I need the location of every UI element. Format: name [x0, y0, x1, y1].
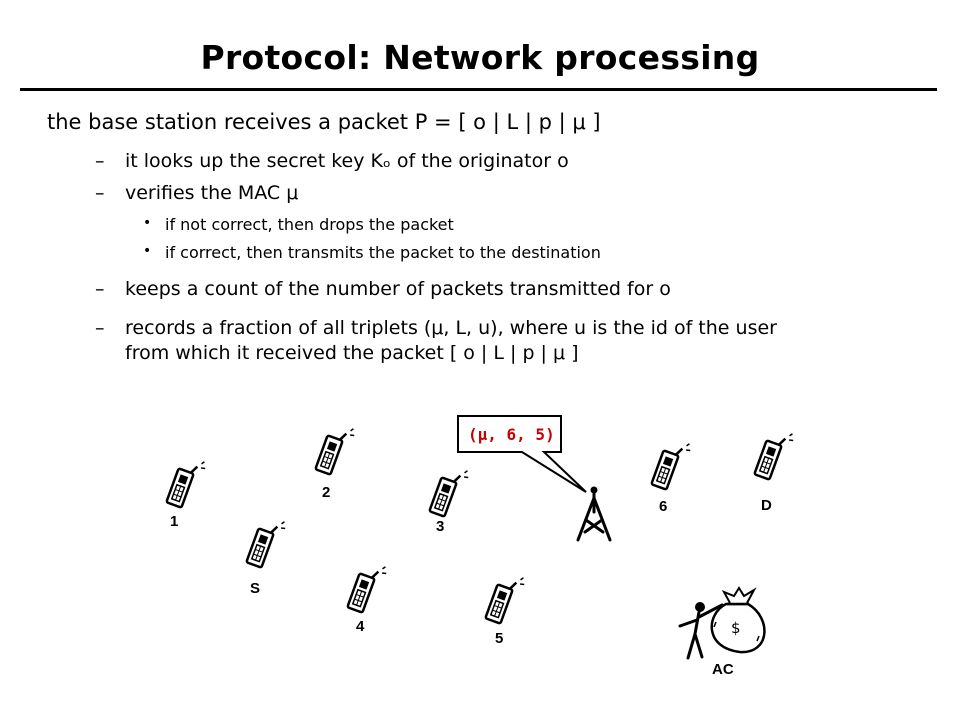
money-symbol: $ [731, 619, 741, 637]
slide-title: Protocol: Network processing [200, 38, 760, 77]
mobile-phone-icon [347, 559, 388, 615]
dash-marker: – [95, 278, 105, 300]
callout-text: (μ, 6, 5) [468, 425, 555, 444]
node-label: 1 [170, 513, 179, 530]
main-text: the base station receives a packet P = [ o | L | p | μ ] [47, 110, 601, 134]
bullet-marker: • [143, 215, 152, 231]
bullet-marker: • [143, 243, 152, 259]
list-item-text: verifies the MAC μ [125, 182, 299, 204]
node-label: 5 [495, 630, 504, 647]
node-label: S [250, 580, 261, 597]
node-label: 2 [322, 484, 331, 501]
mobile-phone-icon [485, 570, 526, 626]
node-label: 3 [436, 518, 445, 535]
mobile-phone-icon [754, 426, 795, 482]
base-station-tower-icon [578, 487, 610, 541]
list-item-text: keeps a count of the number of packets transmitted for o [125, 278, 671, 300]
list-item-text: records a fraction of all triplets (μ, L, u), where u is the id of the user [125, 317, 777, 339]
dash-marker: – [95, 150, 105, 172]
ac-label: AC [712, 661, 734, 678]
dash-marker: – [95, 317, 105, 339]
list-item-text: it looks up the secret key Kₒ of the originator o [125, 150, 569, 172]
list-item-text: from which it received the packet [ o | L | p | μ ] [125, 342, 579, 364]
node-label: 4 [356, 618, 365, 635]
mobile-phone-icon [166, 454, 207, 510]
sub-list-item-text: if not correct, then drops the packet [165, 215, 454, 234]
mobile-phone-icon [315, 421, 356, 477]
money-bag-icon [712, 588, 765, 652]
node-label: 6 [659, 498, 668, 515]
mobile-phone-icon [429, 463, 470, 519]
node-label: D [761, 497, 772, 514]
sub-list-item-text: if correct, then transmits the packet to the destination [165, 243, 601, 262]
dash-marker: – [95, 182, 105, 204]
mobile-phone-icon [651, 436, 692, 492]
mobile-phone-icon [246, 514, 287, 570]
